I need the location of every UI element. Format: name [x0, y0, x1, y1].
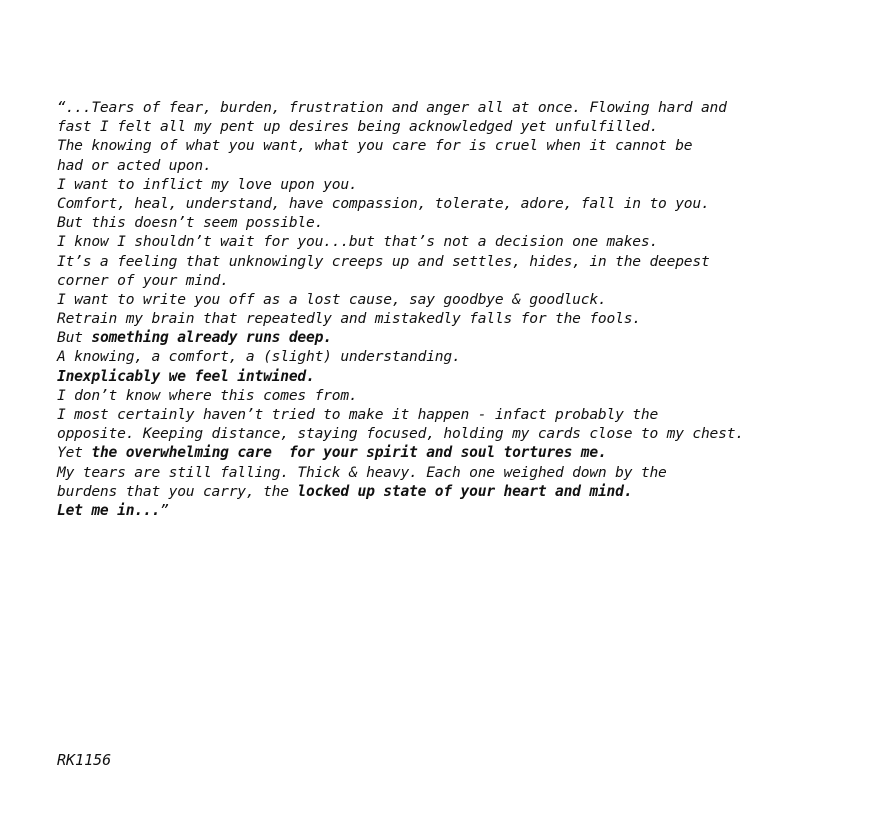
poem-line — [57, 98, 857, 117]
poem-text: I know I shouldn’t wait for you...but that’s not a decision one makes. — [57, 233, 659, 251]
poem-emphasis-text: something already runs deep. — [91, 329, 332, 347]
poem-text: But — [57, 329, 92, 347]
poem-text: But this doesn’t seem possible. — [57, 214, 324, 232]
poem-text: fast I felt all my pent up desires being acknowledged yet unfulfilled. — [57, 118, 659, 136]
poem-text: burdens that you carry, the — [57, 482, 298, 500]
poem-emphasis-text: Let me in... — [57, 501, 161, 519]
poem-line — [57, 405, 857, 424]
poem-line — [57, 117, 857, 136]
poem-text: “...Tears of fear, burden, frustration and anger all at once. Flowing hard and — [57, 99, 727, 116]
poem-line — [57, 367, 857, 386]
poem-text: I want to write you off as a lost cause, say goodbye & goodluck. — [57, 290, 607, 308]
poem-line — [57, 252, 857, 271]
poem-line — [57, 136, 857, 155]
poem-line — [57, 386, 857, 405]
poem-line — [57, 501, 857, 520]
poem-emphasis-text: the overwhelming care for your spirit and soul tortures me. — [91, 444, 607, 462]
poem-line — [57, 482, 857, 501]
poem-line — [57, 290, 857, 309]
poem-text: I want to inflict my love upon you. — [57, 175, 358, 193]
poem-line — [57, 443, 857, 462]
poem-line — [57, 309, 857, 328]
poem-text: corner of your mind. — [57, 271, 229, 289]
poem-line — [57, 156, 857, 175]
poem-emphasis-text: Inexplicably we feel intwined. — [57, 367, 315, 385]
poem-line — [57, 213, 857, 232]
poem-line — [57, 194, 857, 213]
poem-line — [57, 347, 857, 366]
poem-text: ” — [160, 501, 169, 519]
poem-line — [57, 271, 857, 290]
poem-body — [57, 98, 857, 520]
poem-text: A knowing, a comfort, a (slight) understanding. — [57, 348, 461, 366]
poem-line — [57, 463, 857, 482]
poem-text: opposite. Keeping distance, staying focused, holding my cards close to my chest. — [57, 425, 744, 443]
poem-text: Retrain my brain that repeatedly and mistakedly falls for the fools. — [57, 310, 641, 328]
poem-text: I don’t know where this comes from. — [57, 386, 358, 404]
poem-text: Comfort, heal, understand, have compassion, tolerate, adore, fall in to you. — [57, 194, 710, 212]
poem-line — [57, 232, 857, 251]
poem-line — [57, 175, 857, 194]
signature: RK1156 — [57, 751, 112, 769]
poem-text: The knowing of what you want, what you care for is cruel when it cannot be — [57, 137, 693, 155]
poem-line — [57, 424, 857, 443]
poem-text: I most certainly haven’t tried to make it happen - infact probably the — [57, 406, 659, 423]
poem-text: My tears are still falling. Thick & heavy. Each one weighed down by the — [57, 463, 667, 481]
poem-emphasis-text: locked up state of your heart and mind. — [297, 482, 633, 500]
poem-text: had or acted upon. — [57, 156, 212, 174]
poem-line — [57, 328, 857, 347]
poem-text: Yet — [57, 444, 92, 462]
poem-text: It’s a feeling that unknowingly creeps up and settles, hides, in the deepest — [57, 252, 710, 270]
